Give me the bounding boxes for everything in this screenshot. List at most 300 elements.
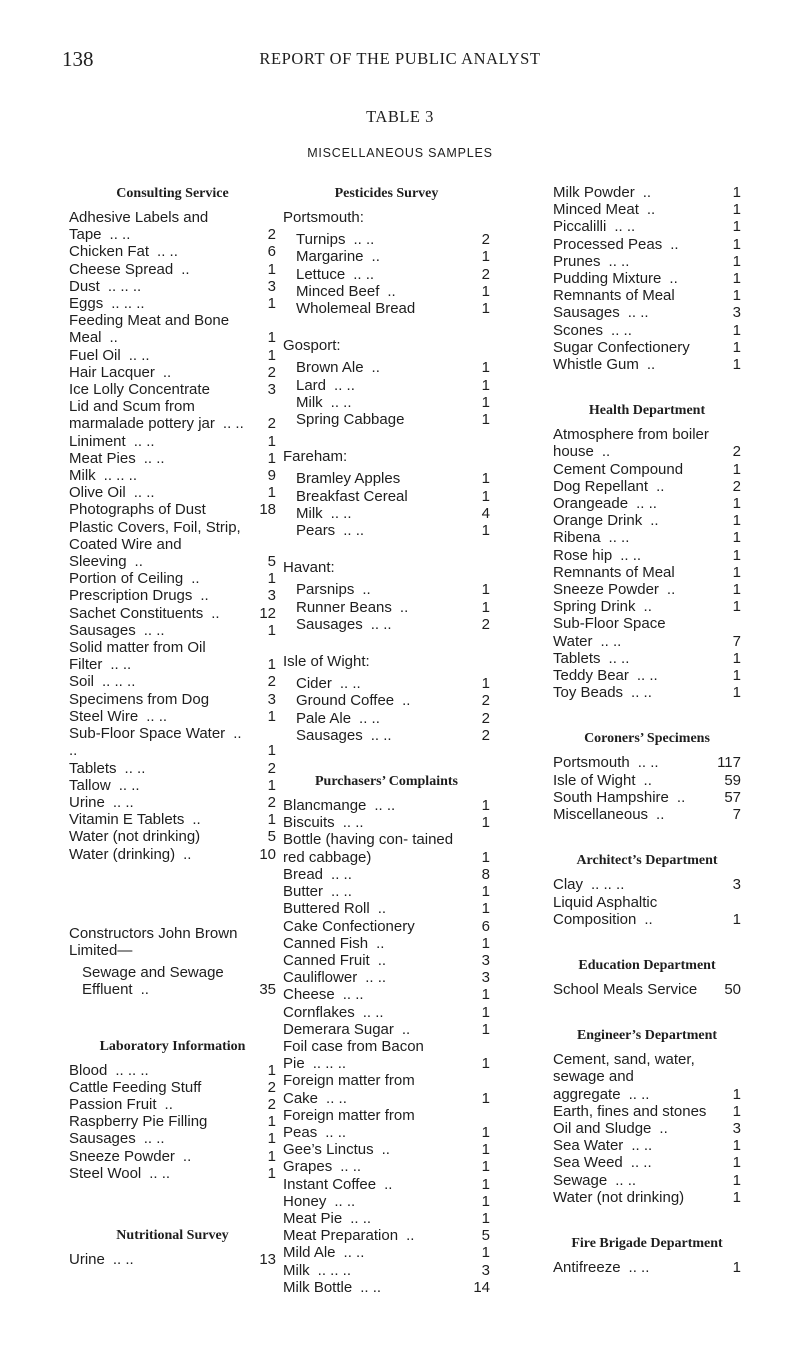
table-title: TABLE 3 (366, 107, 434, 126)
list-item (553, 615, 741, 649)
item-label-text: Photographs of Dust (69, 501, 206, 519)
item-label-text: Bottle (having con- tained red cabbage) (283, 831, 454, 866)
list-item (283, 866, 490, 883)
item-count: 1 (481, 675, 490, 693)
section-title: Engineer’s Department (576, 1028, 718, 1044)
item-label (69, 691, 252, 708)
item-label (553, 876, 717, 893)
item-label (283, 1038, 466, 1072)
item-count: 5 (267, 553, 276, 571)
item-count: 1 (732, 563, 741, 581)
item-label-text: Liniment (69, 432, 126, 450)
list-item (553, 270, 741, 287)
list-item (553, 1259, 741, 1276)
item-count: 1 (267, 621, 276, 639)
item-count: 57 (724, 788, 741, 806)
item-label-text: Buttered Roll (283, 900, 370, 918)
item-label (283, 918, 466, 935)
item-count: 1 (481, 1020, 490, 1038)
item-count: 3 (732, 304, 741, 322)
group-place: Havant: (283, 559, 335, 577)
item-label (69, 605, 252, 622)
item-count: 3 (267, 277, 276, 295)
item-label (553, 772, 717, 789)
item-label (69, 587, 252, 604)
group-place: Gosport: (283, 337, 341, 355)
item-label-text: Sea Weed (553, 1154, 623, 1172)
item-label-text: Ice Lolly Concentrate (69, 381, 210, 399)
item-count: 1 (481, 900, 490, 918)
leader-dots: .. .. (611, 321, 632, 339)
item-count: 2 (267, 226, 276, 244)
list-item (553, 304, 741, 321)
leader-dots: .. .. (128, 346, 150, 364)
complaints-list (283, 797, 490, 1296)
list-item (283, 359, 490, 376)
list-item (283, 797, 490, 814)
item-count: 1 (732, 235, 741, 253)
list-item (283, 522, 490, 539)
item-label-text: Milk (296, 504, 323, 522)
table-subtitle: MISCELLANEOUS SAMPLES (307, 146, 493, 160)
item-count: 1 (732, 1171, 741, 1189)
item-label-text: Lid and Scum from marmalade pottery jar (69, 398, 215, 433)
item-label (69, 1079, 252, 1096)
leader-dots: .. .. (143, 621, 165, 639)
item-label-text: Milk Powder (553, 184, 635, 201)
item-count: 1 (267, 1147, 276, 1165)
item-label (553, 356, 717, 373)
item-count: 1 (732, 1137, 741, 1155)
item-count: 1 (481, 1192, 490, 1210)
list-item (283, 231, 490, 248)
leader-dots: .. .. (630, 1154, 652, 1172)
item-label-text: Canned Fruit (283, 951, 370, 969)
item-label-text: Bramley Apples (296, 470, 401, 488)
item-label (283, 1262, 466, 1279)
constructors-name: Constructors John Brown Limited— (69, 924, 238, 959)
item-label (283, 1072, 466, 1106)
item-label-text: School Meals Service (553, 980, 698, 998)
list-item (283, 394, 490, 411)
item-label (296, 599, 466, 616)
item-count: 1 (481, 883, 490, 901)
item-label-text: Foreign matter from Cake (283, 1072, 415, 1107)
item-label (283, 1004, 466, 1021)
item-count: 1 (481, 986, 490, 1004)
item-count: 2 (267, 793, 276, 811)
list-item (553, 426, 741, 460)
leader-dots: .. (659, 1119, 668, 1137)
item-label (296, 522, 466, 539)
leader-dots: .. .. (637, 754, 659, 772)
item-count: 1 (267, 707, 276, 725)
item-count: 1 (481, 248, 490, 266)
leader-dots: .. .. (631, 684, 652, 702)
item-count: 1 (732, 512, 741, 530)
item-count: 1 (732, 184, 741, 201)
list-item (553, 894, 741, 928)
list-item (553, 218, 741, 235)
item-count: 2 (481, 726, 490, 744)
list-item (283, 1004, 490, 1021)
item-label (553, 236, 717, 253)
leader-dots: .. (644, 910, 653, 928)
leader-dots: .. .. (600, 632, 622, 650)
item-label-text: Remnants of Meal (553, 563, 675, 581)
leader-dots: .. (371, 359, 380, 377)
list-item (283, 900, 490, 917)
item-label (553, 789, 717, 806)
item-count: 1 (732, 460, 741, 478)
leader-dots: .. .. (331, 865, 352, 883)
item-label (553, 547, 717, 564)
list-item (283, 1193, 490, 1210)
list-item (553, 356, 741, 373)
item-count: 1 (267, 811, 276, 829)
leader-dots: .. (362, 581, 371, 599)
item-label (69, 1062, 252, 1079)
item-count: 1 (732, 201, 741, 219)
leader-dots: .. .. .. (102, 673, 136, 691)
item-label (69, 519, 252, 571)
leader-dots: .. .. (143, 1130, 165, 1148)
list-item (69, 846, 276, 863)
leader-dots: .. (643, 771, 652, 789)
item-label-text: Instant Coffee (283, 1175, 377, 1193)
list-item (553, 1172, 741, 1189)
item-count: 1 (732, 649, 741, 667)
item-count: 1 (481, 1055, 490, 1073)
page-number: 138 (62, 47, 94, 71)
item-label (553, 339, 717, 356)
item-label (296, 266, 466, 283)
item-label (553, 322, 717, 339)
item-label-text: Steel Wool (69, 1164, 142, 1182)
list-item (69, 484, 276, 501)
item-label-text: Lard (296, 376, 327, 394)
leader-dots: .. (191, 570, 200, 588)
item-label-text: Minced Beef (296, 282, 380, 300)
item-label (283, 969, 466, 986)
leader-dots: .. (381, 1141, 390, 1159)
item-count: 1 (481, 1141, 490, 1159)
item-label (296, 231, 466, 248)
list-item (553, 981, 741, 998)
item-count: 1 (481, 411, 490, 429)
item-label-text: Urine (69, 1250, 105, 1268)
item-label (283, 986, 466, 1003)
leader-dots: .. (646, 201, 656, 219)
item-count: 9 (267, 467, 276, 485)
list-item (69, 794, 276, 811)
item-count: 7 (732, 806, 741, 824)
item-count: 1 (481, 1003, 490, 1021)
list-item (553, 876, 741, 893)
leader-dots: .. .. (143, 449, 165, 467)
item-count: 10 (259, 845, 276, 863)
leader-dots: .. (406, 1227, 415, 1245)
item-label (283, 900, 466, 917)
leader-dots: .. (676, 788, 686, 806)
leader-dots: .. .. (330, 393, 352, 411)
section-title: Fire Brigade Department (571, 1235, 723, 1251)
list-item (69, 673, 276, 690)
item-label (69, 398, 252, 432)
item-label (296, 710, 466, 727)
leader-dots: .. .. (370, 726, 392, 744)
item-label-text: Biscuits (283, 814, 335, 832)
item-count: 1 (267, 329, 276, 347)
item-label-text: Cattle Feeding Stuff (69, 1078, 202, 1096)
leader-dots: .. .. (628, 1085, 650, 1103)
item-label (69, 467, 252, 484)
item-label-text: Sewage and Sewage Effluent (82, 964, 224, 999)
item-label (553, 981, 717, 998)
item-label-text: Scones (553, 321, 604, 339)
leader-dots: .. .. (362, 1003, 384, 1021)
list-item (69, 347, 276, 364)
section-title: Consulting Service (116, 186, 229, 201)
list-item (283, 300, 490, 317)
leader-dots: .. .. (631, 1137, 653, 1155)
item-label (553, 1120, 717, 1137)
item-label-text: Milk (296, 393, 323, 411)
item-label (283, 1107, 466, 1141)
item-count: 1 (481, 470, 490, 488)
item-count: 1 (732, 1102, 741, 1120)
item-count: 1 (481, 1158, 490, 1176)
item-count: 1 (732, 1154, 741, 1172)
item-label-text: Breakfast Cereal (296, 487, 408, 505)
list-item (283, 814, 490, 831)
item-label (283, 935, 466, 952)
item-label-text: Orangeade (553, 495, 629, 513)
item-label (553, 598, 717, 615)
item-count: 3 (732, 1119, 741, 1137)
item-label (553, 1172, 717, 1189)
item-label-text: Spring Cabbage (296, 411, 405, 429)
list-item (283, 1072, 490, 1106)
item-label (553, 461, 717, 478)
item-label (553, 253, 717, 270)
item-count: 18 (259, 501, 276, 519)
list-item (283, 1244, 490, 1261)
complaints-cont-list (553, 184, 741, 373)
item-label-text: Urine (69, 793, 105, 811)
item-label (69, 484, 252, 501)
item-count: 1 (267, 295, 276, 313)
list-item (553, 772, 741, 789)
list-item (69, 398, 276, 432)
list-item (283, 1176, 490, 1193)
item-label (69, 347, 252, 364)
list-item (69, 1062, 276, 1079)
item-label (69, 295, 252, 312)
leader-dots: .. .. (334, 1192, 356, 1210)
item-label-text: Sub-Floor Space Water (553, 615, 666, 650)
item-label (296, 675, 466, 692)
item-count: 1 (732, 910, 741, 928)
item-label (69, 708, 252, 725)
item-count: 1 (267, 484, 276, 502)
item-label-text: Cement, sand, water, sewage and aggregate (553, 1051, 695, 1103)
item-label (283, 1193, 466, 1210)
item-label (553, 512, 717, 529)
item-count: 2 (267, 759, 276, 777)
item-count: 3 (267, 381, 276, 399)
list-item (69, 605, 276, 622)
item-label-text: Hair Lacquer (69, 363, 155, 381)
item-label (69, 243, 252, 260)
list-item (283, 266, 490, 283)
list-item (69, 777, 276, 794)
leader-dots: .. .. (360, 1278, 382, 1296)
leader-dots: .. .. (334, 376, 355, 394)
item-label (69, 433, 252, 450)
item-count: 2 (481, 231, 490, 249)
item-label-text: Piccalilli (553, 218, 607, 236)
item-label (296, 248, 466, 265)
leader-dots: .. .. (124, 759, 146, 777)
item-label (69, 846, 252, 863)
item-count: 2 (732, 477, 741, 495)
item-label-text: Prescription Drugs (69, 587, 193, 605)
item-label (296, 411, 466, 428)
item-label (296, 581, 466, 598)
list-item (69, 1113, 276, 1130)
list-item (69, 450, 276, 467)
leader-dots: .. .. (636, 667, 658, 685)
section-title: Laboratory Information (99, 1038, 246, 1054)
leader-dots: .. .. (331, 883, 352, 901)
item-label-text: Sneeze Powder (69, 1147, 175, 1165)
item-label-text: Adhesive Labels and Tape (69, 209, 209, 244)
item-label-text: Cauliflower (283, 969, 358, 987)
item-count: 1 (481, 393, 490, 411)
item-label (553, 529, 717, 546)
item-count: 1 (732, 667, 741, 685)
item-label (296, 377, 466, 394)
section-title: Coroners’ Specimens (584, 731, 710, 747)
nutritional-list (69, 1251, 276, 1268)
item-label-text: Wholemeal Bread (296, 300, 416, 318)
item-label (69, 261, 252, 278)
item-count: 1 (481, 581, 490, 599)
item-count: 1 (481, 598, 490, 616)
item-count: 1 (732, 338, 741, 356)
item-label-text: Antifreeze (553, 1258, 621, 1276)
leader-dots: .. .. (365, 969, 387, 987)
item-label (283, 1141, 466, 1158)
list-item (553, 1051, 741, 1103)
item-label-text: Sausages (553, 304, 620, 322)
item-count: 4 (481, 504, 490, 522)
group-place: Fareham: (283, 448, 348, 466)
item-label-text: Whistle Gum (553, 356, 639, 374)
item-count: 1 (732, 598, 741, 616)
list-item (69, 381, 276, 398)
item-label-text: Foil case from Bacon Pie (283, 1037, 424, 1073)
item-label (69, 828, 252, 845)
list-item (283, 488, 490, 505)
item-label (553, 667, 717, 684)
leader-dots: .. .. (615, 1171, 637, 1189)
item-count: 1 (267, 432, 276, 450)
item-label-text: Steel Wire (69, 707, 139, 725)
leader-dots: .. .. (608, 252, 630, 270)
item-count: 1 (481, 1175, 490, 1193)
item-count: 1 (267, 1130, 276, 1148)
leader-dots: .. .. (343, 1244, 365, 1262)
leader-dots: .. (666, 581, 676, 599)
leader-dots: .. .. (353, 265, 375, 283)
item-label (283, 952, 466, 969)
list-item (283, 952, 490, 969)
item-label (283, 1176, 466, 1193)
item-label-text: Fuel Oil (69, 346, 121, 364)
list-item (69, 964, 276, 998)
item-label (69, 639, 252, 673)
list-item (283, 1158, 490, 1175)
item-count: 1 (732, 546, 741, 564)
item-label-text: Sneeze Powder (553, 581, 659, 599)
leader-dots: .. (140, 981, 149, 999)
item-label (553, 1051, 717, 1103)
item-label (553, 1259, 717, 1276)
list-item (283, 986, 490, 1003)
leader-dots: .. (162, 363, 172, 381)
item-count: 1 (481, 487, 490, 505)
leader-dots: .. (656, 806, 665, 824)
item-label (69, 364, 252, 381)
item-label-text: Sugar Confectionery (553, 338, 690, 356)
item-count: 1 (732, 287, 741, 305)
leader-dots: .. .. (339, 675, 361, 693)
item-label (69, 209, 252, 243)
item-count: 1 (267, 260, 276, 278)
leader-dots: .. (183, 845, 192, 863)
item-label-text: Dust (69, 277, 100, 295)
engineer-list (553, 1051, 741, 1206)
item-label (69, 622, 252, 639)
item-label-text: Canned Fish (283, 934, 369, 952)
leader-dots: .. (387, 282, 396, 300)
item-label-text: Atmosphere from boiler house (553, 426, 709, 461)
running-title: REPORT OF THE PUBLIC ANALYST (259, 49, 541, 68)
leader-dots: .. (109, 329, 118, 347)
item-count: 1 (732, 1258, 741, 1276)
leader-dots: .. (211, 604, 220, 622)
item-label-text: Soil (69, 673, 95, 691)
item-count: 1 (481, 1209, 490, 1227)
item-count: 1 (732, 529, 741, 547)
group-place: Isle of Wight: (283, 653, 370, 671)
item-label (553, 184, 717, 201)
column-right (553, 184, 741, 1276)
item-count: 1 (267, 656, 276, 674)
item-label (283, 883, 466, 900)
item-label (553, 304, 717, 321)
item-label-text: Blancmange (283, 797, 367, 815)
list-item (69, 639, 276, 673)
list-item (553, 253, 741, 270)
item-label (553, 270, 717, 287)
leader-dots: .. .. (353, 231, 375, 249)
leader-dots: .. .. (374, 797, 396, 815)
item-count: 35 (259, 981, 276, 999)
item-label (553, 684, 717, 701)
